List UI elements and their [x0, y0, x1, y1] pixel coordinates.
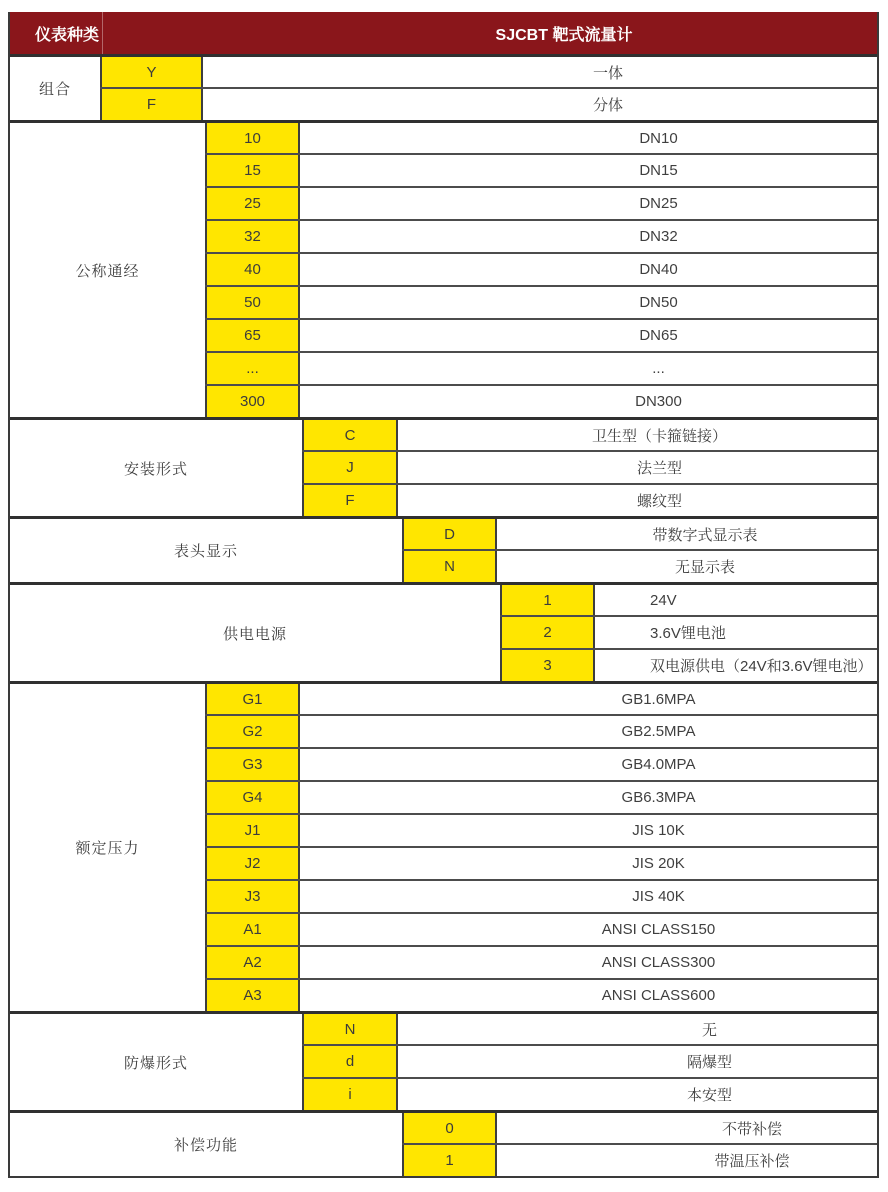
option-desc: 无 [701, 1021, 717, 1039]
option-row [302, 420, 877, 450]
option-code: A3 [205, 980, 300, 1011]
option-desc: 双电源供电（24V和3.6V锂电池） [650, 658, 873, 675]
option-list [402, 519, 877, 582]
option-code: F [100, 89, 203, 120]
option-desc: GB4.0MPA [621, 756, 696, 773]
option-desc: 带数字式显示表 [652, 526, 758, 544]
option-row [205, 219, 877, 252]
option-code: G1 [205, 684, 300, 714]
option-code: 1 [402, 1145, 497, 1176]
option-list [500, 585, 877, 681]
option-code: G2 [205, 716, 300, 747]
option-row [205, 714, 877, 747]
option-desc: 一体 [592, 64, 623, 82]
option-code: 50 [205, 287, 300, 318]
section-combination [10, 54, 877, 120]
option-row [205, 318, 877, 351]
option-desc: 隔爆型 [686, 1054, 732, 1071]
option-code: G3 [205, 749, 300, 780]
option-code: N [302, 1014, 398, 1044]
option-desc: 螺纹型 [636, 493, 682, 510]
selection-table [8, 12, 879, 1178]
option-desc: JIS 40K [632, 888, 685, 905]
option-desc: DN10 [639, 129, 678, 147]
section-power-supply [10, 582, 877, 681]
option-code: J2 [205, 848, 300, 879]
option-row [205, 813, 877, 846]
option-code: J [302, 452, 398, 483]
option-desc: 分体 [592, 97, 623, 114]
option-desc: 本安型 [686, 1087, 732, 1104]
option-list [302, 420, 877, 516]
option-list [302, 1014, 877, 1110]
option-row [302, 1044, 877, 1077]
option-code: D [402, 519, 497, 549]
option-desc: DN40 [639, 261, 678, 278]
section-label: 补偿功能 [173, 1137, 238, 1154]
section-compensation [10, 1110, 877, 1176]
option-list [402, 1113, 877, 1176]
option-code: C [302, 420, 398, 450]
option-code: J3 [205, 881, 300, 912]
option-row [205, 747, 877, 780]
option-row [205, 684, 877, 714]
option-code: 32 [205, 221, 300, 252]
option-row [205, 153, 877, 186]
table-header [10, 12, 877, 54]
option-code: 15 [205, 155, 300, 186]
option-row [205, 945, 877, 978]
option-row [205, 879, 877, 912]
option-desc: 不带补偿 [721, 1120, 782, 1138]
option-code: Y [100, 57, 203, 87]
option-desc: ANSI CLASS600 [601, 987, 716, 1004]
option-row [402, 519, 877, 549]
option-desc: 3.6V锂电池 [650, 625, 726, 642]
option-row [100, 57, 877, 87]
option-row [205, 912, 877, 945]
option-code: 3 [500, 650, 595, 681]
option-code: A2 [205, 947, 300, 978]
option-row [302, 1014, 877, 1044]
option-code: 65 [205, 320, 300, 351]
option-row [500, 648, 877, 681]
option-row [205, 285, 877, 318]
option-row [205, 186, 877, 219]
option-code: 10 [205, 123, 300, 153]
option-desc: 24V [650, 591, 677, 609]
option-row [205, 351, 877, 384]
option-code: i [302, 1079, 398, 1110]
option-list [205, 123, 877, 417]
option-desc: ANSI CLASS150 [601, 921, 716, 938]
section-label: 额定压力 [75, 840, 140, 857]
option-list [100, 57, 877, 120]
option-code: d [302, 1046, 398, 1077]
section-installation-type [10, 417, 877, 516]
option-desc: DN15 [639, 162, 678, 179]
option-desc: GB6.3MPA [621, 789, 696, 806]
section-label: 防爆形式 [123, 1054, 188, 1072]
option-row [402, 1143, 877, 1176]
option-desc: DN65 [639, 327, 678, 344]
option-row [205, 123, 877, 153]
option-desc: JIS 20K [632, 855, 685, 872]
option-desc: DN25 [639, 195, 678, 212]
option-code: N [402, 551, 497, 582]
option-row [205, 384, 877, 417]
option-code: 40 [205, 254, 300, 285]
option-desc: GB1.6MPA [621, 690, 696, 708]
option-desc: 卫生型（卡箍链接） [591, 427, 727, 445]
option-row [205, 252, 877, 285]
section-label: 表头显示 [173, 543, 238, 560]
option-desc: ... [652, 360, 665, 377]
option-desc: JIS 10K [632, 822, 685, 839]
section-nominal-diameter [10, 120, 877, 417]
option-code: A1 [205, 914, 300, 945]
section-explosion-proof [10, 1011, 877, 1110]
option-list [205, 684, 877, 1011]
option-row [302, 483, 877, 516]
option-code: 25 [205, 188, 300, 219]
option-code: 1 [500, 585, 595, 615]
option-desc: DN50 [639, 294, 678, 311]
option-row [402, 549, 877, 582]
header-category-label: 仪表种类 [10, 12, 103, 54]
option-row [205, 978, 877, 1011]
option-row [302, 1077, 877, 1110]
option-desc: 无显示表 [674, 559, 735, 576]
option-row [205, 780, 877, 813]
option-row [500, 585, 877, 615]
option-desc: GB2.5MPA [621, 723, 696, 740]
option-code: ... [205, 353, 300, 384]
section-label: 公称通经 [75, 262, 140, 280]
option-row [500, 615, 877, 648]
section-display-head [10, 516, 877, 582]
option-desc: DN300 [635, 393, 682, 410]
option-code: J1 [205, 815, 300, 846]
option-code: 0 [402, 1113, 497, 1143]
option-code: 2 [500, 617, 595, 648]
option-code: G4 [205, 782, 300, 813]
option-desc: DN32 [639, 228, 678, 245]
section-label: 供电电源 [222, 625, 287, 643]
option-desc: 带温压补偿 [714, 1153, 790, 1170]
option-desc: 法兰型 [636, 460, 682, 477]
option-row [402, 1113, 877, 1143]
option-code: 300 [205, 386, 300, 417]
section-label: 组合 [38, 81, 71, 98]
option-code: F [302, 485, 398, 516]
option-row [205, 846, 877, 879]
option-desc: ANSI CLASS300 [601, 954, 716, 971]
header-product-name: SJCBT 靶式流量计 [495, 26, 633, 44]
section-label: 安装形式 [123, 460, 188, 478]
option-row [302, 450, 877, 483]
section-rated-pressure [10, 681, 877, 1011]
option-row [100, 87, 877, 120]
